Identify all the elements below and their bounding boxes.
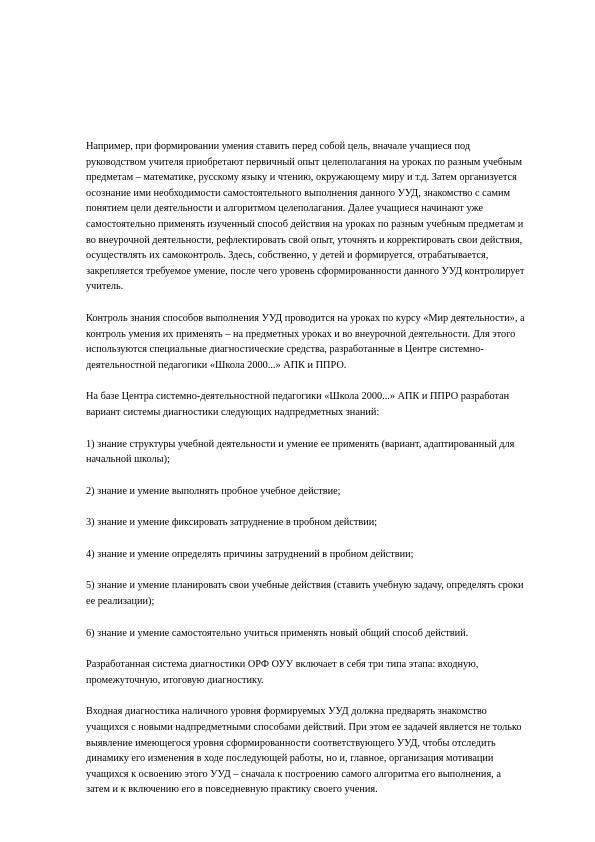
paragraph-stages: Разработанная система диагностики ОРФ ОУУ включает в себя три типа этапа: входную, промежуточную, итоговую диагностику. <box>86 659 479 686</box>
list-item-5: 5) знание и умение планировать свои учебные действия (ставить учебную задачу, определять сроки ее реализации); <box>86 580 524 608</box>
paragraph-diagnostics-intro: На базе Центра системно-деятельностной педагогики «Школа 2000...» АПК и ППРО разработан вариант системы диагностики следующих надпредметных знаний: <box>86 391 510 418</box>
document-body <box>86 139 526 814</box>
paragraph-control: Контроль знания способов выполнения УУД проводится на уроках по курсу «Мир деятельности», а контроль умения их применять – на предметных уроках и во внеурочной деятельности. Для этого используются специальные диагностические средства, разработанные в Центре системно-деятельностной педагогики «Школа 2000...» АПК и ППРО. <box>86 312 525 371</box>
paragraph-goal-setting: Например, при формировании умения ставить перед собой цель, вначале учащиеся под руководством учителя приобретают первичный опыт целеполагания на уроках по разным учебным предметам – математике, русскому языку и чтению, окружающему миру и т.д. Затем организуется осознание ими необходимости самостоятельного выполнения данного УУД, знакомство с самим понятием цели деятельности и алгоритмом целеполагания. Далее учащиеся начинают уже самостоятельно применять изученный способ действия на уроках по разным учебным предметам и во внеурочной деятельности, рефлектировать свой опыт, уточнять и корректировать свои действия, осуществлять их самоконтроль. Здесь, собственно, у детей и формируется, отрабатывается, закрепляется требуемое умение, после чего уровень сформированности данного УУД контролирует учитель. <box>86 141 525 293</box>
paragraph-entry-diagnostics: Входная диагностика наличного уровня формируемых УУД должна предварять знакомство учащихся с новыми надпредметными способами действий. При этом ее задачей является не только выявление имеющегося уровня сформированности соответствующего УУД, чтобы отследить динамику его изменения в ходе последующей работы, но и, главное, организация мотивации учащихся к освоению этого УУД – сначала к построению самого алгоритма его выполнения, а затем и к включению его в повседневную практику своего учения. <box>86 706 522 796</box>
list-item-1: 1) знание структуры учебной деятельности и умение ее применять (вариант, адаптированный для начальной школы); <box>86 438 515 466</box>
list-item-4: 4) знание и умение определять причины затруднений в пробном действии; <box>86 548 414 560</box>
list-item-2: 2) знание и умение выполнять пробное учебное действие; <box>86 485 341 497</box>
list-item-6: 6) знание и умение самостоятельно учиться применять новый общий способ действий. <box>86 627 469 639</box>
list-item-3: 3) знание и умение фиксировать затруднение в пробном действии; <box>86 517 378 529</box>
